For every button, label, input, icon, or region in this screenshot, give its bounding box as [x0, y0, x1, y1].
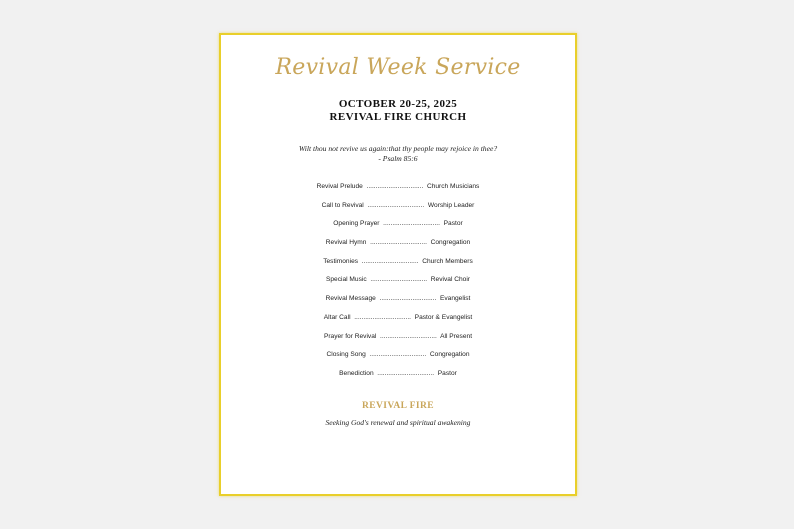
program-item-dots: ............................... — [361, 257, 419, 265]
program-item-leader: Congregation — [430, 239, 471, 247]
program-item-name: Revival Message — [325, 295, 376, 303]
program-item-leader: Evangelist — [439, 295, 471, 303]
program-item — [221, 351, 575, 370]
program-item-dots: ............................... — [377, 369, 435, 377]
program-item-dots: ............................... — [370, 239, 427, 247]
program-item-leader: Pastor & Evangelist — [414, 313, 473, 321]
program-item-leader: Church Musicians — [426, 183, 480, 190]
program-page — [219, 33, 577, 496]
program-item-name: Opening Prayer — [333, 220, 380, 228]
program-item — [221, 183, 575, 202]
event-date: OCTOBER 20-25, 2025 — [338, 98, 458, 110]
program-item-leader: Pastor — [443, 220, 463, 228]
scripture-reference: - Psalm 85:6 — [378, 154, 418, 163]
scripture-verse: Wilt thou not revive us again:that thy people may rejoice in thee? — [298, 144, 498, 153]
program-item — [221, 276, 575, 295]
program-item — [221, 295, 575, 314]
program-item-leader: Worship Leader — [427, 201, 475, 209]
footer-title: REVIVAL FIRE — [362, 401, 434, 411]
program-item — [221, 239, 575, 258]
program-item-dots: ............................... — [366, 183, 424, 190]
footer-tagline: Seeking God's renewal and spiritual awakening — [325, 418, 471, 427]
program-item-name: Prayer for Revival — [323, 332, 377, 340]
program-item — [221, 370, 575, 389]
program-item-leader: Revival Choir — [430, 276, 471, 284]
program-item-name: Revival Prelude — [316, 183, 363, 190]
order-of-service — [221, 183, 575, 389]
program-item-dots: ............................... — [383, 220, 440, 228]
program-item-dots: ............................... — [369, 351, 427, 359]
program-item-leader: Pastor — [437, 369, 457, 377]
program-item-leader: All Present — [440, 332, 473, 340]
program-item-dots: ............................... — [354, 313, 411, 321]
script-title: Revival Week Service — [275, 55, 521, 80]
program-item-name: Special Music — [325, 276, 367, 284]
program-item — [221, 202, 575, 221]
program-item-name: Call to Revival — [321, 201, 364, 209]
program-item-name: Revival Hymn — [325, 239, 367, 247]
program-item — [221, 314, 575, 333]
program-item — [221, 333, 575, 352]
church-name: REVIVAL FIRE CHURCH — [329, 111, 467, 123]
program-item-name: Testimonies — [323, 257, 359, 265]
program-item — [221, 258, 575, 277]
program-item-leader: Church Members — [422, 257, 473, 265]
program-item — [221, 220, 575, 239]
program-item-dots: ............................... — [370, 276, 428, 284]
program-item-name: Altar Call — [323, 313, 351, 321]
program-item-dots: ............................... — [367, 201, 425, 209]
program-item-name: Closing Song — [326, 351, 366, 359]
program-item-leader: Congregation — [429, 351, 470, 359]
program-item-name: Benediction — [339, 369, 374, 377]
program-item-dots: ............................... — [379, 295, 437, 303]
program-item-dots: ............................... — [380, 332, 437, 340]
